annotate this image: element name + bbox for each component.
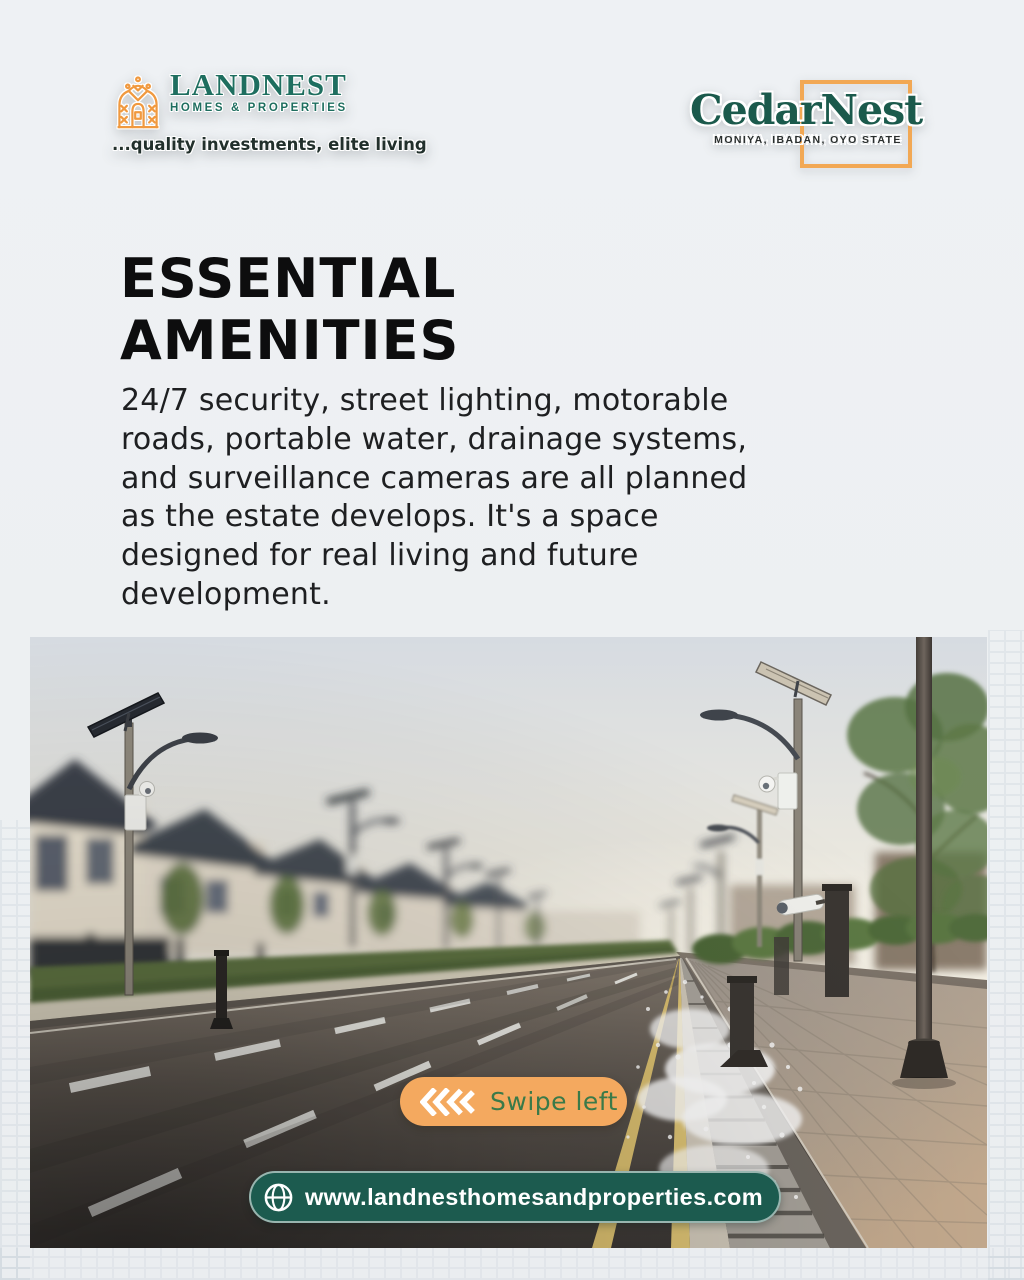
body-paragraph [121,382,747,615]
vignette [30,637,987,1248]
landnest-tagline: ...quality investments, elite living [112,135,427,154]
cedarnest-name: CedarNest [690,86,923,134]
body-line: development. [121,576,331,612]
watermark-skyline-bottom [0,1248,1024,1280]
heading-line-1: ESSENTIAL [120,247,457,310]
landnest-name: LANDNEST [170,67,347,102]
landnest-logo [112,67,427,154]
heading-line-2: AMENITIES [120,309,460,372]
page-title [120,248,459,372]
body-line: designed for real living and future [121,538,639,574]
watermark-skyline-left [0,820,30,1280]
website-url: www.landnesthomesandproperties.com [305,1183,764,1210]
body-line: 24/7 security, street lighting, motorable [121,383,729,418]
chevrons-left-icon [420,1088,476,1116]
body-line: and surveillance cameras are all planned [121,460,748,496]
watermark-skyline-right [988,630,1024,1280]
website-bar[interactable] [249,1171,781,1223]
swipe-left-button[interactable] [400,1077,627,1126]
swipe-left-label: Swipe left [490,1087,618,1116]
body-line: as the estate develops. It's a space [121,499,659,535]
globe-icon [263,1182,294,1213]
landnest-subtitle: HOMES & PROPERTIES [170,102,348,114]
estate-scene [30,637,987,1248]
estate-street-photo [30,637,987,1248]
cedarnest-logo [690,72,922,172]
cedarnest-location: MONIYA, IBADAN, OYO STATE [714,134,902,146]
body-line: roads, portable water, drainage systems, [121,421,748,457]
landnest-house-icon [112,74,164,132]
